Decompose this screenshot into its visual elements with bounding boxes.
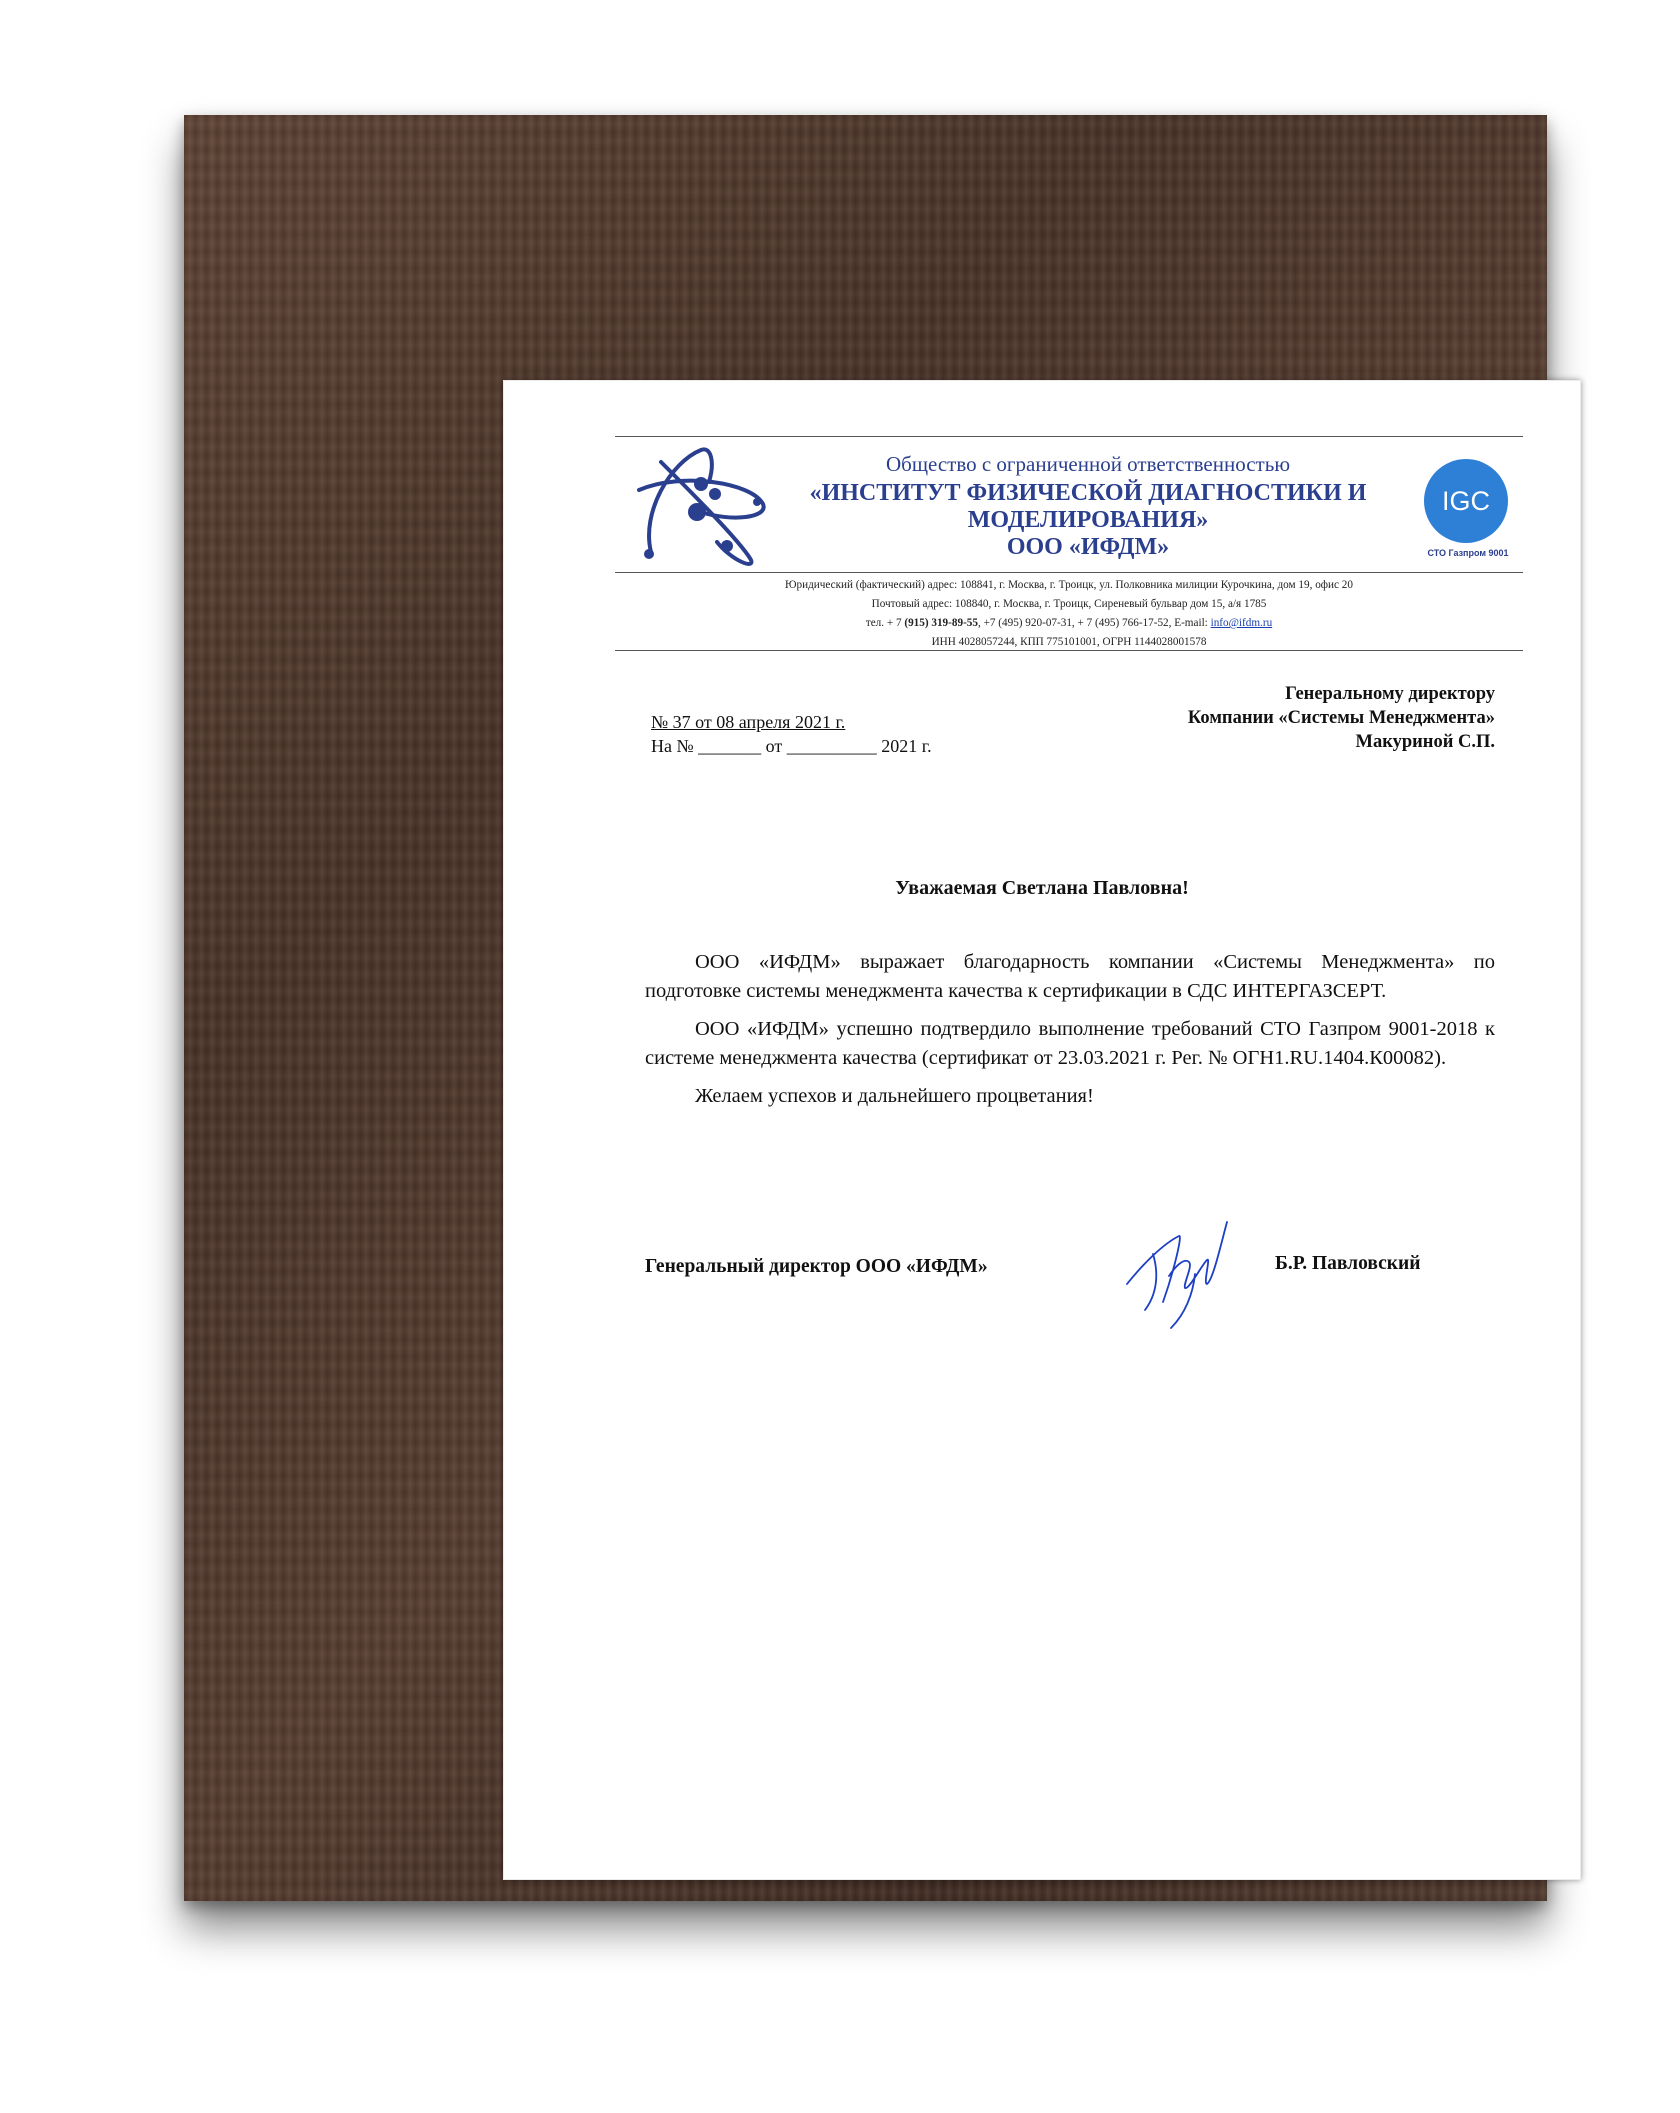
handwritten-signature-icon xyxy=(1123,1214,1243,1334)
address-block xyxy=(615,576,1523,652)
org-name-line2: МОДЕЛИРОВАНИЯ» xyxy=(967,507,1209,533)
legal-address: Юридический (фактический) адрес: 108841, г. Москва, г. Троицк, ул. Полковника милиции Курочкина, дом 19, офис 20 xyxy=(784,579,1353,591)
letter-page xyxy=(503,380,1581,1880)
phone-rest: , +7 (495) 920-07-31, + 7 (495) 766-17-52, E-mail: xyxy=(977,617,1211,629)
picture-frame xyxy=(184,115,1547,1901)
org-name xyxy=(763,480,1413,561)
paragraph: ООО «ИФДМ» успешно подтвердило выполнение требований СТО Газпром 9001-2018 к системе менеджмента качества (сертификат от 23.03.2021 г. Рег. № ОГН1.RU.1404.К00082). xyxy=(645,1018,1495,1069)
header-rule-top xyxy=(615,436,1523,437)
igc-cert-badge xyxy=(1423,458,1509,544)
org-type: Общество с ограниченной ответственностью xyxy=(885,452,1291,476)
igc-badge-caption: СТО Газпром 9001 xyxy=(1427,548,1509,558)
signatory-name: Б.Р. Павловский xyxy=(1275,1253,1421,1274)
reference-block xyxy=(651,710,932,758)
paragraph: ООО «ИФДМ» выражает благодарность компании «Системы Менеджмента» по подготовке системы менеджмента качества к сертификации в СДС ИНТЕРГАЗСЕРТ. xyxy=(645,951,1495,1002)
reply-reference: На № _______ от __________ 2021 г. xyxy=(651,736,932,756)
signatory-title: Генеральный директор ООО «ИФДМ» xyxy=(645,1256,988,1277)
phone-main: (915) 319-89-55 xyxy=(904,617,978,629)
contacts-line xyxy=(615,614,1523,633)
letter-body xyxy=(645,948,1495,1120)
header-rule-bottom xyxy=(615,650,1523,651)
inn-line: ИНН 4028057244, КПП 775101001, ОГРН 1144028001578 xyxy=(931,636,1207,648)
postal-address: Почтовый адрес: 108840, г. Москва, г. Троицк, Сиреневый бульвар дом 15, а/я 1785 xyxy=(871,598,1267,610)
org-name-line1: «ИНСТИТУТ ФИЗИЧЕСКОЙ ДИАГНОСТИКИ И xyxy=(809,480,1367,506)
email-link[interactable]: info@ifdm.ru xyxy=(1210,617,1273,629)
paragraph: Желаем успехов и дальнейшего процветания! xyxy=(695,1085,1094,1107)
recipient-name: Макуриной С.П. xyxy=(1355,732,1495,752)
org-short-name: ООО «ИФДМ» xyxy=(1006,534,1170,560)
recipient-block xyxy=(1188,682,1495,754)
header-rule-middle xyxy=(615,572,1523,573)
atom-logo-icon xyxy=(631,442,771,574)
igc-badge-text: IGC xyxy=(1441,486,1491,516)
recipient-position: Генеральному директору xyxy=(1285,684,1495,704)
recipient-company: Компании «Системы Менеджмента» xyxy=(1187,708,1495,728)
outgoing-number: № 37 от 08 апреля 2021 г. xyxy=(651,712,846,732)
phone-prefix: тел. + 7 xyxy=(865,617,905,629)
salutation: Уважаемая Светлана Павловна! xyxy=(895,877,1189,899)
